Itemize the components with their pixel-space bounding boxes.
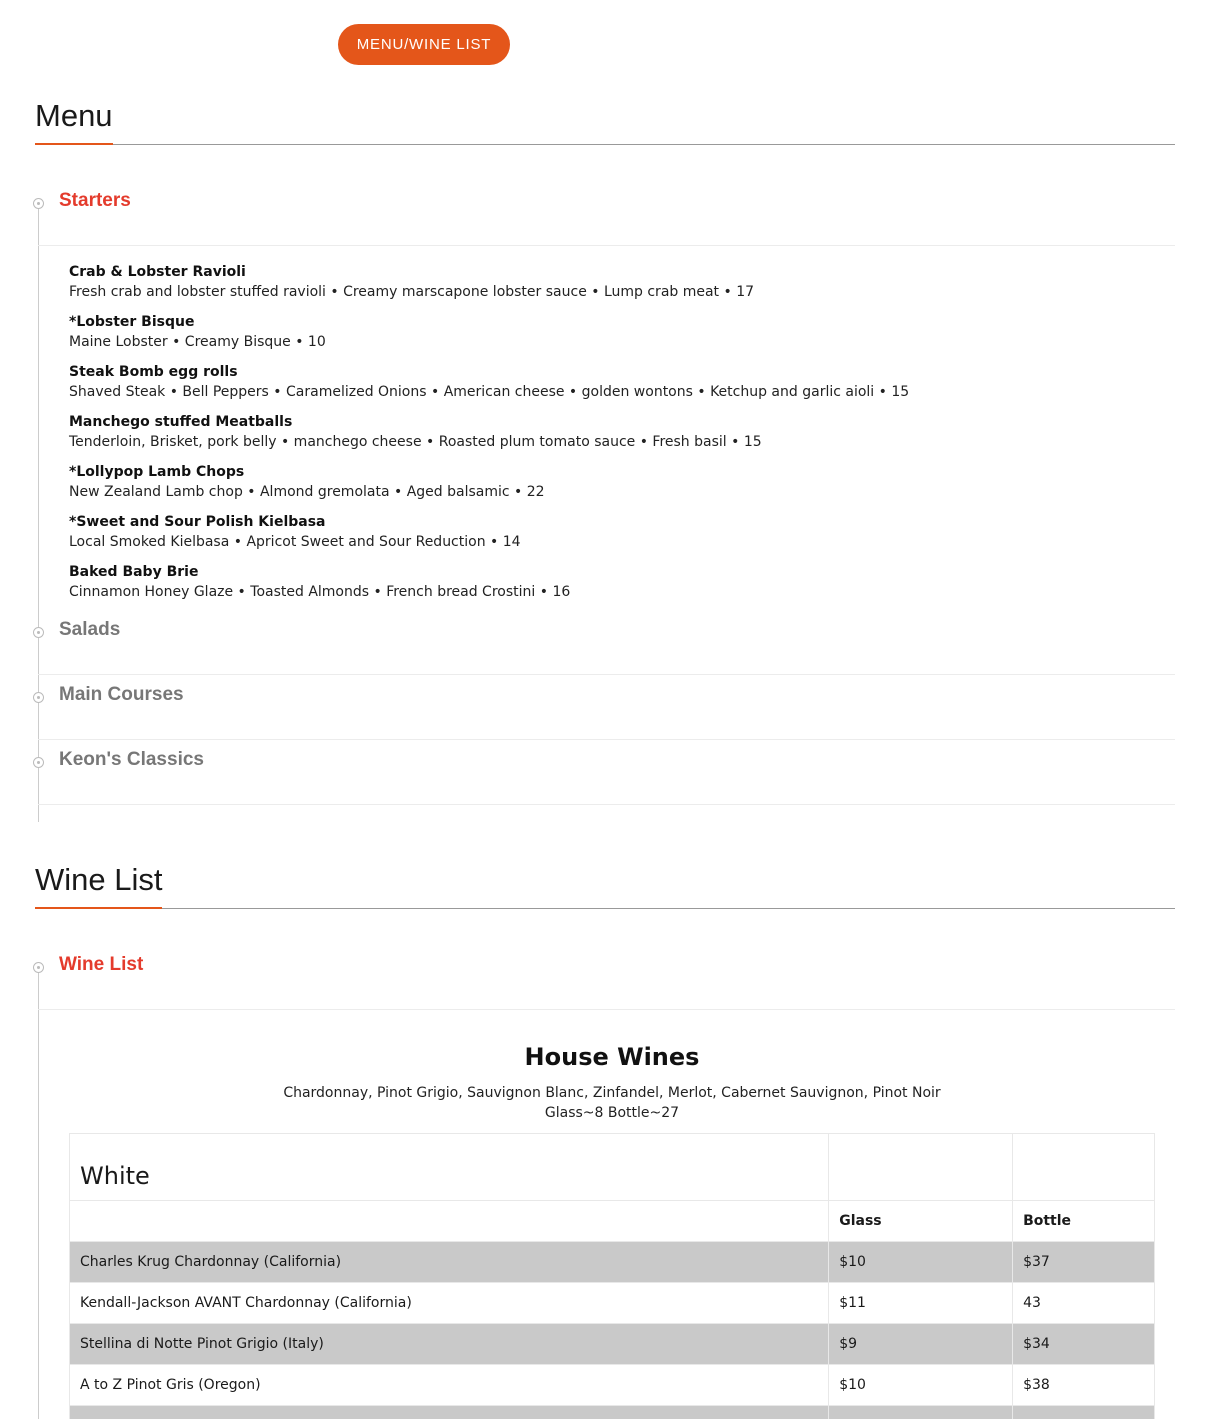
table-row (70, 1324, 1155, 1365)
table-row (70, 1242, 1155, 1283)
dish-name: *Sweet and Sour Polish Kielbasa (69, 514, 326, 530)
accordion-label: Starters (59, 190, 131, 211)
bottle-price: $37 (1013, 1242, 1155, 1283)
bottle-price: $38 (1013, 1365, 1155, 1406)
wine-name: A to Z Pinot Gris (Oregon) (70, 1365, 829, 1406)
list-item (69, 462, 1169, 502)
accordion-marker-icon (33, 198, 44, 209)
table-section-row (70, 1134, 1155, 1201)
dish-name: *Lobster Bisque (69, 314, 195, 330)
wine-name: Stellina di Notte Pinot Grigio (Italy) (70, 1324, 829, 1365)
house-wines (70, 1043, 1154, 1123)
wine-accordion-rail (38, 966, 39, 1419)
wine-title-text: Wine List (35, 862, 162, 909)
glass-price: $11 (829, 1283, 1013, 1324)
col-bottle: Bottle (1013, 1201, 1155, 1242)
accordion-starters[interactable] (38, 190, 1175, 246)
accordion-marker-icon (33, 757, 44, 768)
dish-name: Manchego stuffed Meatballs (69, 414, 293, 430)
accordion-wine-list[interactable] (38, 954, 1175, 1010)
dish-description: Tenderloin, Brisket, pork belly • manchego cheese • Roasted plum tomato sauce • Fresh basil • 15 (69, 434, 762, 450)
accordion-main-courses[interactable] (38, 684, 1175, 740)
wine-name: Charles Krug Chardonnay (California) (70, 1242, 829, 1283)
house-wines-prices: Glass~8 Bottle~27 (544, 1105, 680, 1121)
accordion-marker-icon (33, 962, 44, 973)
glass-price: $9 (829, 1324, 1013, 1365)
house-wines-title: House Wines (524, 1043, 700, 1071)
accordion-label: Wine List (59, 954, 144, 975)
dish-description: Maine Lobster • Creamy Bisque • 10 (69, 334, 326, 350)
glass-price: $10 (829, 1365, 1013, 1406)
dish-name: Baked Baby Brie (69, 564, 199, 580)
bottle-price: 43 (1013, 1283, 1155, 1324)
dish-name: Steak Bomb egg rolls (69, 364, 238, 380)
table-row (70, 1365, 1155, 1406)
wine-section-label: White (70, 1134, 829, 1201)
col-glass: Glass (829, 1201, 1013, 1242)
house-wines-varietals: Chardonnay, Pinot Grigio, Sauvignon Blanc, Zinfandel, Merlot, Cabernet Sauvignon, Pinot Noir (283, 1085, 941, 1101)
wine-section-title (35, 862, 1175, 909)
table-header-row (70, 1201, 1155, 1242)
wine-table (69, 1133, 1155, 1419)
accordion-label: Keon's Classics (59, 749, 204, 770)
table-row (70, 1406, 1155, 1419)
dish-description: New Zealand Lamb chop • Almond gremolata • Aged balsamic • 22 (69, 484, 545, 500)
accordion-marker-icon (33, 692, 44, 703)
table-row (70, 1283, 1155, 1324)
accordion-label: Salads (59, 619, 121, 640)
accordion-keons-classics[interactable] (38, 749, 1175, 805)
menu-title-text: Menu (35, 98, 113, 145)
starters-list (69, 262, 1169, 612)
dish-description: Shaved Steak • Bell Peppers • Caramelized Onions • American cheese • golden wontons • Ketchup and garlic aioli • 15 (69, 384, 910, 400)
list-item (69, 312, 1169, 352)
dish-description: Fresh crab and lobster stuffed ravioli • Creamy marscapone lobster sauce • Lump crab meat • 17 (69, 284, 755, 300)
menu-section-title (35, 98, 1175, 145)
list-item (69, 512, 1169, 552)
accordion-marker-icon (33, 627, 44, 638)
list-item (69, 362, 1169, 402)
wine-name: Kendall-Jackson AVANT Chardonnay (California) (70, 1283, 829, 1324)
dish-description: Cinnamon Honey Glaze • Toasted Almonds • French bread Crostini • 16 (69, 584, 571, 600)
list-item (69, 262, 1169, 302)
list-item (69, 562, 1169, 602)
list-item (69, 412, 1169, 452)
dish-description: Local Smoked Kielbasa • Apricot Sweet and Sour Reduction • 14 (69, 534, 521, 550)
accordion-label: Main Courses (59, 684, 184, 705)
glass-price: $10 (829, 1242, 1013, 1283)
accordion-salads[interactable] (38, 619, 1175, 675)
bottle-price: $34 (1013, 1324, 1155, 1365)
dish-name: Crab & Lobster Ravioli (69, 264, 246, 280)
menu-wine-list-button[interactable]: MENU/WINE LIST (338, 24, 510, 65)
dish-name: *Lollypop Lamb Chops (69, 464, 245, 480)
